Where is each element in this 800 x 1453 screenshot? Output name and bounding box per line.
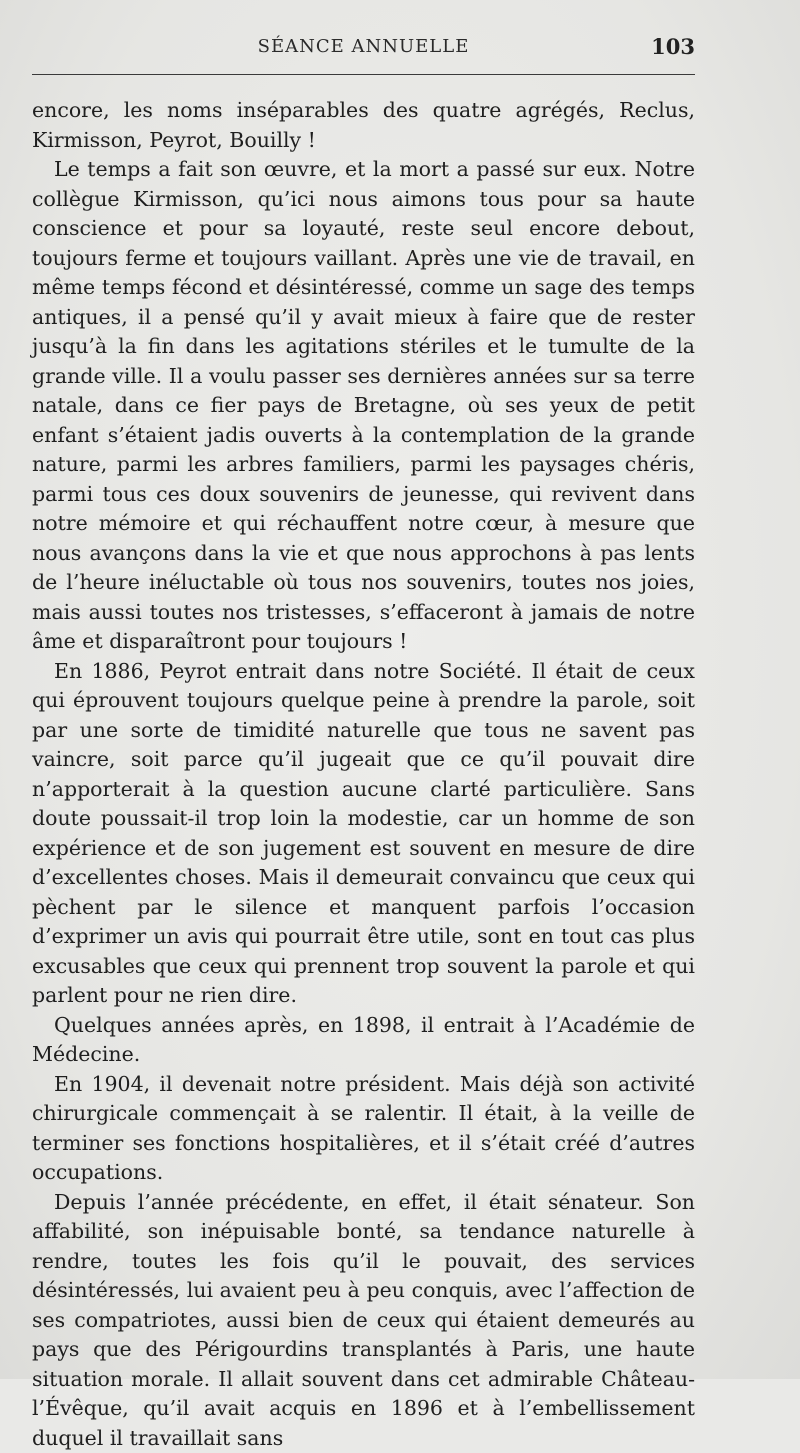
- running-head: [32, 36, 695, 60]
- paragraph: Quelques années après, en 1898, il entrait à l’Académie de Médecine.: [32, 1011, 695, 1070]
- paragraph: Le temps a fait son œuvre, et la mort a passé sur eux. Notre collègue Kirmisson, qu’ici nous aimons tous pour sa haute conscience et pour sa loyauté, reste seul encore debout, toujours ferme et toujours vaillant. Après une vie de travail, en même temps fécond et désintéressé, comme un sage des temps antiques, il a pensé qu’il y avait mieux à faire que de rester jusqu’à la fin dans les agitations stériles et le tumulte de la grande ville. Il a voulu passer ses dernières années sur sa terre natale, dans ce fier pays de Bretagne, où ses yeux de petit enfant s’étaient jadis ouverts à la contemplation de la grande nature, parmi les arbres familiers, parmi les paysages chéris, parmi tous ces doux souvenirs de jeunesse, qui revivent dans notre mémoire et qui réchauffent notre cœur, à mesure que nous avançons dans la vie et que nous approchons à pas lents de l’heure inéluctable où tous nos souvenirs, toutes nos joies, mais aussi toutes nos tristesses, s’effaceront à jamais de notre âme et disparaîtront pour toujours !: [32, 155, 695, 657]
- paragraph: En 1886, Peyrot entrait dans notre Société. Il était de ceux qui éprouvent toujours quelque peine à prendre la parole, soit par une sorte de timidité naturelle que tous ne savent pas vaincre, soit parce qu’il jugeait que ce qu’il pouvait dire n’apporterait à la question aucune clarté particulière. Sans doute poussait-il trop loin la modestie, car un homme de son expérience et de son jugement est souvent en mesure de dire d’excellentes choses. Mais il demeurait convaincu que ceux qui pèchent par le silence et manquent parfois l’occasion d’exprimer un avis qui pourrait être utile, sont en tout cas plus excusables que ceux qui prennent trop souvent la parole et qui parlent pour ne rien dire.: [32, 657, 695, 1011]
- body-text: [32, 96, 695, 1453]
- paragraph: encore, les noms inséparables des quatre agrégés, Reclus, Kirmisson, Peyrot, Bouilly !: [32, 96, 695, 155]
- header-rule: [32, 74, 695, 75]
- running-title: SÉANCE ANNUELLE: [32, 36, 695, 57]
- paragraph: En 1904, il devenait notre président. Mais déjà son activité chirurgicale commençait à se ralentir. Il était, à la veille de terminer ses fonctions hospitalières, et il s’était créé d’autres occupations.: [32, 1070, 695, 1188]
- paragraph: Depuis l’année précédente, en effet, il était sénateur. Son affabilité, son inépuisable bonté, sa tendance naturelle à rendre, toutes les fois qu’il le pouvait, des services désintéressés, lui avaient peu à peu conquis, avec l’affection de ses compatriotes, aussi bien de ceux qui étaient demeurés au pays que des Périgourdins transplantés à Paris, une haute situation morale. Il allait souvent dans cet admirable Château-l’Évêque, qu’il avait acquis en 1896 et à l’embellissement duquel il travaillait sans: [32, 1188, 695, 1453]
- page-number: 103: [651, 34, 695, 59]
